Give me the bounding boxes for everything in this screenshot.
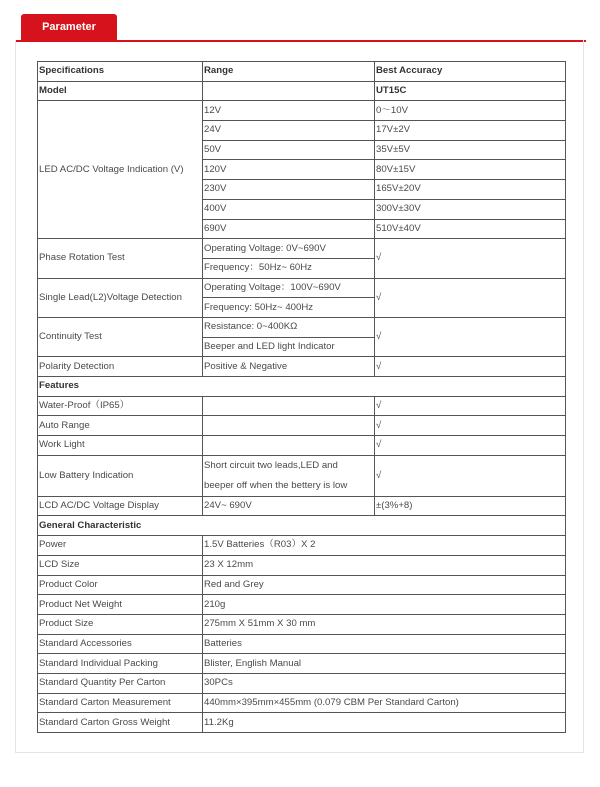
model-row xyxy=(38,81,566,101)
table-row xyxy=(38,101,566,121)
features-section-row xyxy=(38,377,566,397)
voltage-accuracy-cell: 300V±30V xyxy=(375,199,566,219)
general-value: Batteries xyxy=(203,634,566,654)
voltage-accuracy-cell: 80V±15V xyxy=(375,160,566,180)
voltage-accuracy-cell: 510V±40V xyxy=(375,219,566,239)
tab-parameter[interactable]: Parameter xyxy=(21,14,117,41)
table-row xyxy=(38,416,566,436)
lcd-display-range: 24V~ 690V xyxy=(203,496,375,516)
table-row xyxy=(38,634,566,654)
table-row xyxy=(38,595,566,615)
table-row xyxy=(38,673,566,693)
lcd-display-accuracy: ±(3%+8) xyxy=(375,496,566,516)
phase-rotation-range-1: Operating Voltage: 0V~690V xyxy=(203,239,375,259)
general-label: Standard Individual Packing xyxy=(38,654,203,674)
continuity-accuracy: √ xyxy=(375,317,566,356)
voltage-accuracy-cell: 165V±20V xyxy=(375,180,566,200)
voltage-range-cell: 12V xyxy=(203,101,375,121)
general-label: Standard Accessories xyxy=(38,634,203,654)
low-battery-range-line-1: Short circuit two leads,LED and xyxy=(204,459,338,471)
voltage-range-cell: 50V xyxy=(203,140,375,160)
table-row xyxy=(38,357,566,377)
table-row xyxy=(38,496,566,516)
table-row xyxy=(38,693,566,713)
table-row xyxy=(38,455,566,496)
table-row xyxy=(38,654,566,674)
general-value: 23 X 12mm xyxy=(203,555,566,575)
feature-label: Auto Range xyxy=(38,416,203,436)
lcd-display-label: LCD AC/DC Voltage Display xyxy=(38,496,203,516)
feature-range xyxy=(203,396,375,416)
voltage-accuracy-cell: 35V±5V xyxy=(375,140,566,160)
general-value: 30PCs xyxy=(203,673,566,693)
polarity-range: Positive & Negative xyxy=(203,357,375,377)
continuity-range-1: Resistance: 0~400KΩ xyxy=(203,317,375,337)
table-row xyxy=(38,614,566,634)
general-label: LCD Size xyxy=(38,555,203,575)
low-battery-range xyxy=(203,455,375,496)
feature-accuracy: √ xyxy=(375,396,566,416)
feature-label: Work Light xyxy=(38,436,203,456)
general-value: 440mm×395mm×455mm (0.079 CBM Per Standard Carton) xyxy=(203,693,566,713)
general-value: 275mm X 51mm X 30 mm xyxy=(203,614,566,634)
single-lead-range-1: Operating Voltage：100V~690V xyxy=(203,278,375,298)
spec-table xyxy=(37,61,566,733)
general-label: Product Net Weight xyxy=(38,595,203,615)
table-row xyxy=(38,713,566,733)
table-row xyxy=(38,317,566,337)
single-lead-accuracy: √ xyxy=(375,278,566,317)
table-row xyxy=(38,536,566,556)
table-row xyxy=(38,555,566,575)
general-title: General Characteristic xyxy=(38,516,566,536)
voltage-accuracy-cell: 17V±2V xyxy=(375,121,566,141)
feature-range xyxy=(203,436,375,456)
header-specifications: Specifications xyxy=(38,62,203,82)
header-best-accuracy: Best Accuracy xyxy=(375,62,566,82)
table-row xyxy=(38,436,566,456)
general-value: 1.5V Batteries（R03）X 2 xyxy=(203,536,566,556)
feature-range xyxy=(203,416,375,436)
voltage-range-cell: 400V xyxy=(203,199,375,219)
feature-accuracy: √ xyxy=(375,416,566,436)
general-value: Red and Grey xyxy=(203,575,566,595)
voltage-range-cell: 120V xyxy=(203,160,375,180)
feature-accuracy: √ xyxy=(375,436,566,456)
voltage-range-cell: 230V xyxy=(203,180,375,200)
model-label: Model xyxy=(38,81,203,101)
general-label: Standard Carton Gross Weight xyxy=(38,713,203,733)
single-lead-label: Single Lead(L2)Voltage Detection xyxy=(38,278,203,317)
single-lead-range-2: Frequency: 50Hz~ 400Hz xyxy=(203,298,375,318)
continuity-label: Continuity Test xyxy=(38,317,203,356)
general-section-row xyxy=(38,516,566,536)
voltage-indication-label: LED AC/DC Voltage Indication (V) xyxy=(38,101,203,239)
continuity-range-2: Beeper and LED light Indicator xyxy=(203,337,375,357)
table-header-row xyxy=(38,62,566,82)
general-label: Standard Quantity Per Carton xyxy=(38,673,203,693)
general-value: 210g xyxy=(203,595,566,615)
general-value: 11.2Kg xyxy=(203,713,566,733)
low-battery-range-line-2: beeper off when the bettery is low xyxy=(204,479,348,491)
voltage-range-cell: 690V xyxy=(203,219,375,239)
phase-rotation-label: Phase Rotation Test xyxy=(38,239,203,278)
table-row xyxy=(38,396,566,416)
polarity-accuracy: √ xyxy=(375,357,566,377)
low-battery-accuracy: √ xyxy=(375,455,566,496)
model-value: UT15C xyxy=(375,81,566,101)
general-value: Blister, English Manual xyxy=(203,654,566,674)
general-label: Standard Carton Measurement xyxy=(38,693,203,713)
tab-bar xyxy=(15,11,586,42)
features-title: Features xyxy=(38,377,566,397)
feature-label: Water-Proof（IP65） xyxy=(38,396,203,416)
low-battery-label: Low Battery Indication xyxy=(38,455,203,496)
general-label: Product Color xyxy=(38,575,203,595)
model-range xyxy=(203,81,375,101)
phase-rotation-accuracy: √ xyxy=(375,239,566,278)
general-label: Product Size xyxy=(38,614,203,634)
table-row xyxy=(38,239,566,259)
voltage-accuracy-cell: 0～10V xyxy=(375,101,566,121)
phase-rotation-range-2: Frequency：50Hz~ 60Hz xyxy=(203,258,375,278)
table-row xyxy=(38,278,566,298)
header-range: Range xyxy=(203,62,375,82)
table-row xyxy=(38,575,566,595)
polarity-label: Polarity Detection xyxy=(38,357,203,377)
voltage-range-cell: 24V xyxy=(203,121,375,141)
general-label: Power xyxy=(38,536,203,556)
